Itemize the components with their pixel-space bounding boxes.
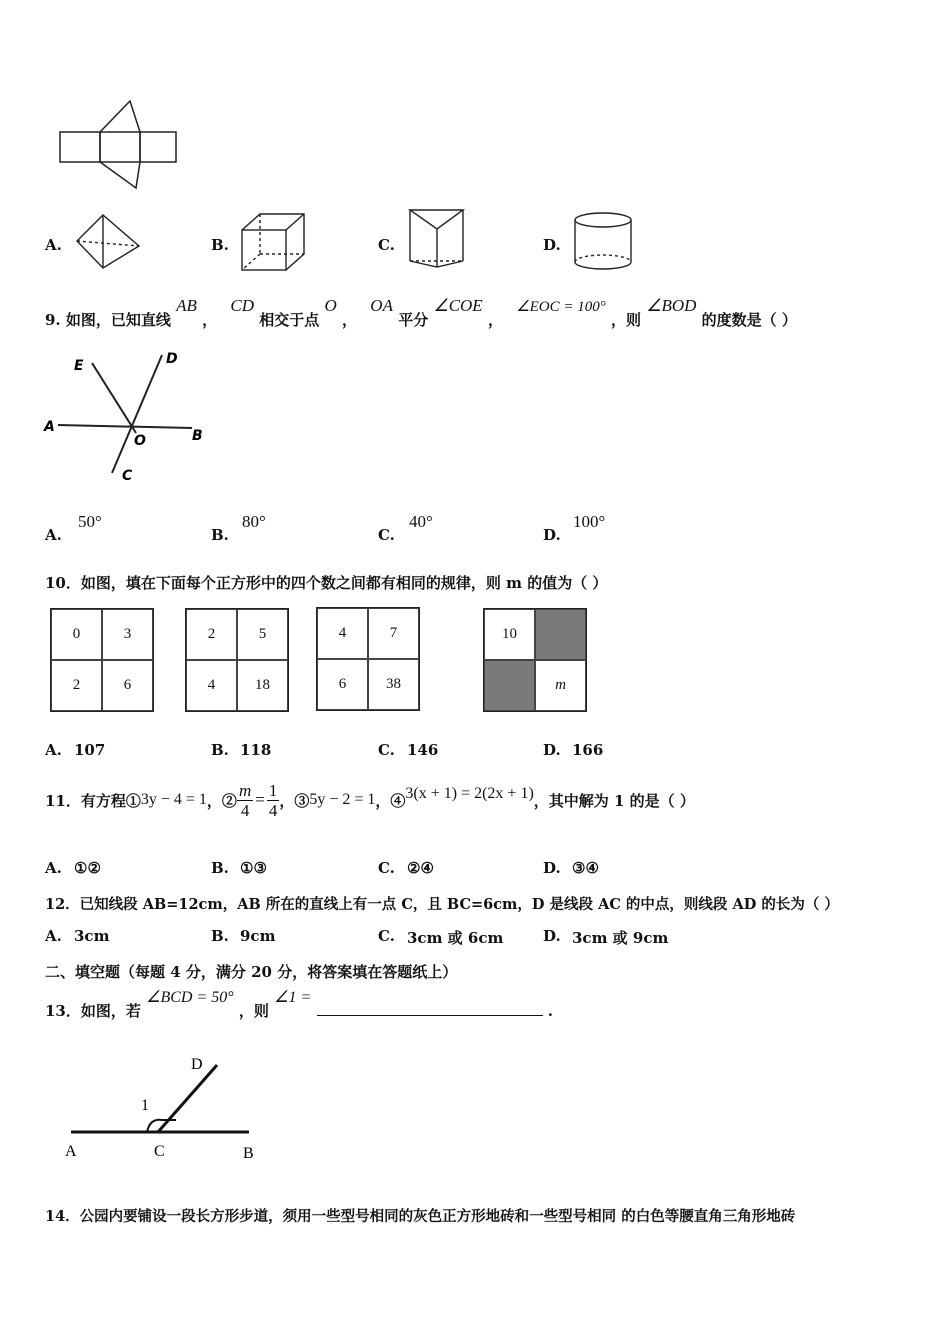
q9-math-cd: CD <box>230 296 255 315</box>
q10-square-4-cell-m: m <box>535 660 586 711</box>
q10-square-1-cell: 2 <box>51 660 102 711</box>
q10-square-3-cell: 4 <box>317 608 368 659</box>
q11-equation-2-right <box>267 781 280 820</box>
q9-math-angle-eoc: ∠EOC = 100° <box>516 299 606 315</box>
q11-eq2-numerator: m <box>238 780 252 800</box>
q10-square-3 <box>316 607 420 711</box>
q11-equation-1: 3y − 4 = 1 <box>140 791 207 808</box>
q11-suffix: ，其中解为 1 的是（ ） <box>533 791 695 810</box>
q10-option-b-letter: B. <box>211 741 229 759</box>
q10-square-3-cell: 7 <box>368 608 419 659</box>
q11-option-a-letter: A. <box>45 859 62 877</box>
q9-math-oa: OA <box>370 296 393 315</box>
q10-option-a-letter: A. <box>45 741 62 759</box>
q11-eq2-equals: = <box>255 790 265 809</box>
q9-option-c-letter: C. <box>378 526 395 544</box>
q10-square-2-cell: 5 <box>237 609 288 660</box>
q13-answer-blank[interactable] <box>317 999 543 1016</box>
cube-icon <box>238 210 310 274</box>
q9-stem <box>45 295 797 335</box>
q10-option-c-value: 146 <box>407 741 439 759</box>
q11-option-c-value: ②④ <box>407 859 434 877</box>
q10-square-4 <box>483 608 587 712</box>
q9-text-7: ，则 <box>611 311 642 329</box>
q13-label-c: C <box>154 1143 165 1160</box>
q9-option-d-letter: D. <box>543 526 561 544</box>
q11-eq2-denominator: 4 <box>240 800 250 820</box>
q10-option-a-value: 107 <box>74 741 106 759</box>
q10-option-c-letter: C. <box>378 741 395 759</box>
q10-square-2-cell: 18 <box>237 660 288 711</box>
q13-math-angle-1: ∠1 = <box>274 989 312 1006</box>
q8-option-a-letter: A. <box>45 236 62 254</box>
q9-label-c: C <box>122 468 133 484</box>
q13-label-a: A <box>65 1143 77 1160</box>
q11-eq2-right-denominator: 4 <box>268 800 278 820</box>
q8-net-figure <box>55 95 185 195</box>
section-2-title: 二、填空题（每题 4 分，满分 20 分，将答案填在答题纸上） <box>45 963 458 981</box>
q10-option-d-letter: D. <box>543 741 561 759</box>
q11-sep-3: ，③ <box>279 791 310 810</box>
q14-stem: 14．公园内要铺设一段长方形步道，须用一些型号相同的灰色正方形地砖和一些型号相同 的白色等腰直角三角形地砖 <box>45 1208 796 1225</box>
q10-square-3-cell: 38 <box>368 659 419 710</box>
q11-eq2-right-numerator: 1 <box>268 780 278 800</box>
q9-math-angle-bod: ∠BOD <box>646 296 697 315</box>
q9-math-ab: AB <box>176 296 197 315</box>
q9-number: 9. <box>45 311 61 329</box>
q11-option-c-letter: C. <box>378 859 395 877</box>
q9-label-d: D <box>166 351 178 367</box>
q12-option-a-letter: A. <box>45 927 62 945</box>
q9-text-8: 的度数是（ ） <box>701 311 797 329</box>
q13-stem <box>45 985 553 1021</box>
q9-option-a-letter: A. <box>45 526 62 544</box>
q9-text-3: 相交于点 <box>259 311 320 329</box>
q10-square-1-cell: 6 <box>102 660 153 711</box>
q10-square-1-cell: 3 <box>102 609 153 660</box>
q10-option-d-value: 166 <box>572 741 604 759</box>
q11-option-a-value: ①② <box>74 859 101 877</box>
q9-option-d-value: 100° <box>573 512 606 531</box>
q12-stem: 12．已知线段 AB=12cm，AB 所在的直线上有一点 C，且 BC=6cm，D 是线段 AC 的中点，则线段 AD 的长为（ ） <box>45 896 839 913</box>
q10-square-4-cell: 10 <box>484 609 535 660</box>
q11-option-d-value: ③④ <box>572 859 599 877</box>
q9-math-angle-coe: ∠COE <box>433 296 483 315</box>
cylinder-icon <box>570 208 636 274</box>
q11-equation-3: 5y − 2 = 1 <box>309 791 376 808</box>
q11-option-b-letter: B. <box>211 859 229 877</box>
q10-square-3-cell: 6 <box>317 659 368 710</box>
q10-square-2-cell: 4 <box>186 660 237 711</box>
q12-option-d-letter: D. <box>543 927 561 945</box>
q10-square-1 <box>50 608 154 712</box>
q9-math-o: O <box>324 296 337 315</box>
q10-square-1-cell: 0 <box>51 609 102 660</box>
q13-text-2: ，则 <box>238 1002 269 1020</box>
q11-stem <box>45 776 695 824</box>
q9-text-4: ， <box>342 311 358 329</box>
q10-square-2 <box>185 608 289 712</box>
q11-option-d-letter: D. <box>543 859 561 877</box>
q9-text-5: 平分 <box>398 311 429 329</box>
q8-option-c-letter: C. <box>378 236 395 254</box>
q13-label-1: 1 <box>141 1097 149 1114</box>
q9-option-b-value: 80° <box>242 512 266 531</box>
q10-option-b-value: 118 <box>240 741 272 759</box>
q11-option-b-value: ①③ <box>240 859 267 877</box>
q13-figure <box>55 1045 275 1170</box>
q11-equation-4: 3(x + 1) = 2(2x + 1) <box>405 785 534 802</box>
q10-stem: 10．如图，填在下面每个正方形中的四个数之间都有相同的规律，则 m 的值为（ ） <box>45 574 608 592</box>
q9-figure <box>40 345 220 490</box>
q9-label-a: A <box>44 419 55 435</box>
q9-label-b: B <box>192 428 203 444</box>
q10-square-4-shaded-cell <box>535 609 586 660</box>
q9-option-a-value: 50° <box>78 512 102 531</box>
q12-option-b-letter: B. <box>211 927 229 945</box>
q10-square-2-cell: 2 <box>186 609 237 660</box>
q8-option-d-letter: D. <box>543 236 561 254</box>
q11-sep-4: ，④ <box>375 791 406 810</box>
q9-text-6: ， <box>487 311 503 329</box>
q10-square-4-shaded-cell <box>484 660 535 711</box>
q9-label-e: E <box>74 358 84 374</box>
q11-prefix: 11．有方程① <box>45 791 141 810</box>
q9-option-c-value: 40° <box>409 512 433 531</box>
q12-option-a-value: 3cm <box>74 927 110 945</box>
q9-option-b-letter: B. <box>211 526 229 544</box>
q13-label-b: B <box>243 1145 254 1162</box>
q12-option-c-value: 3cm 或 6cm <box>407 929 504 947</box>
pyramid-icon <box>72 210 144 272</box>
q9-text-1: 如图，已知直线 <box>65 311 171 329</box>
q13-text-3: . <box>547 1002 553 1020</box>
q13-math-angle-bcd: ∠BCD = 50° <box>146 989 234 1006</box>
q9-label-o: O <box>134 433 146 449</box>
q12-option-b-value: 9cm <box>240 927 276 945</box>
q13-label-d: D <box>191 1056 203 1073</box>
q12-option-c-letter: C. <box>378 927 395 945</box>
q13-text-1: 13．如图，若 <box>45 1002 141 1020</box>
triangular-prism-icon <box>405 205 469 271</box>
q8-option-b-letter: B. <box>211 236 229 254</box>
q12-option-d-value: 3cm 或 9cm <box>572 929 669 947</box>
q11-equation-2-left <box>237 781 253 820</box>
q11-sep-2: ，② <box>206 791 237 810</box>
q9-text-2: ， <box>202 311 218 329</box>
